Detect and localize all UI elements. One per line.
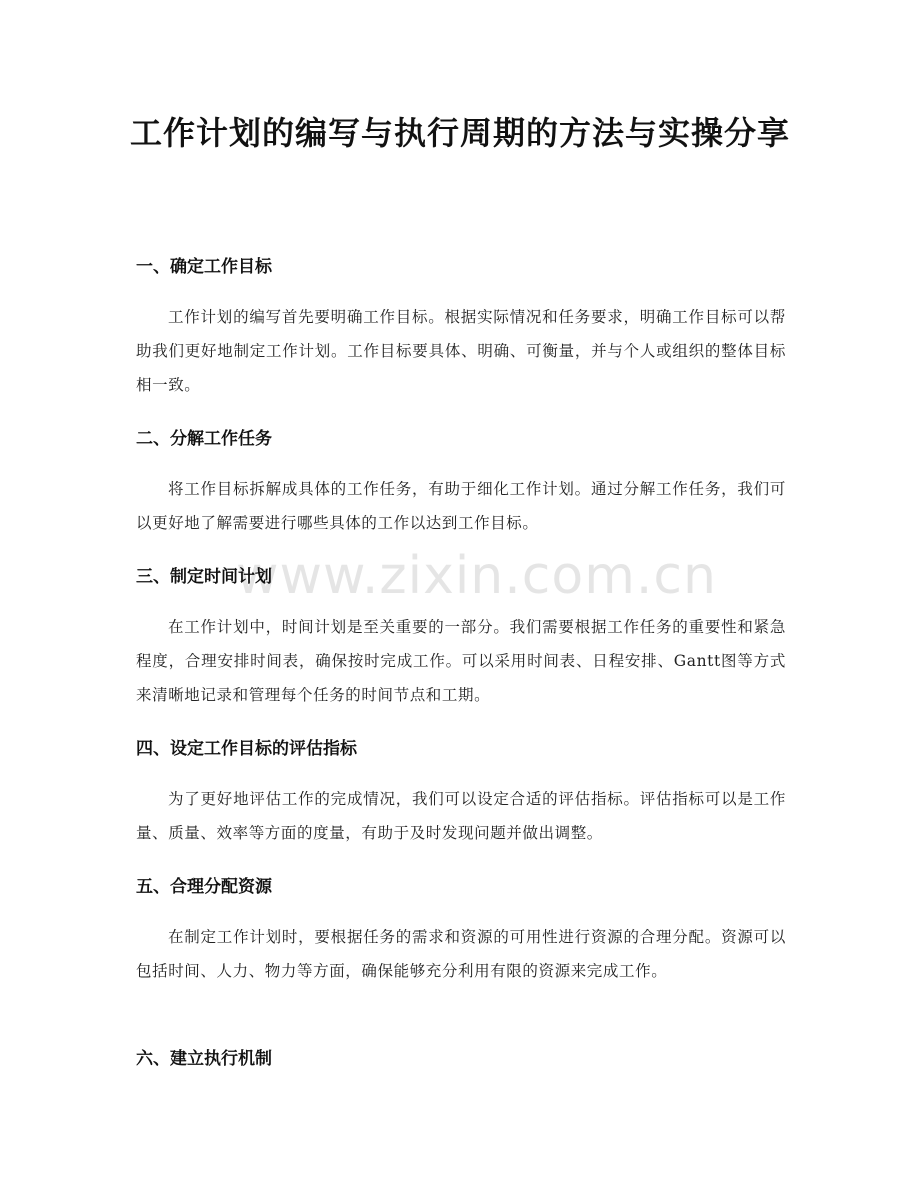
watermark: www.zixin.com.cn bbox=[236, 546, 717, 606]
section-paragraph-1: 工作计划的编写首先要明确工作目标。根据实际情况和任务要求，明确工作目标可以帮助我们更好地制定工作计划。工作目标要具体、明确、可衡量，并与个人或组织的整体目标相一致。 bbox=[136, 308, 786, 394]
section-heading-1: 一、确定工作目标 bbox=[136, 257, 272, 277]
section-paragraph-2: 将工作目标拆解成具体的工作任务，有助于细化工作计划。通过分解工作任务，我们可以更好地了解需要进行哪些具体的工作以达到工作目标。 bbox=[136, 480, 786, 532]
section-heading-4: 四、设定工作目标的评估指标 bbox=[136, 739, 357, 759]
section-heading-6: 六、建立执行机制 bbox=[136, 1049, 272, 1069]
section-paragraph-4: 为了更好地评估工作的完成情况，我们可以设定合适的评估指标。评估指标可以是工作量、质量、效率等方面的度量，有助于及时发现问题并做出调整。 bbox=[136, 790, 786, 842]
section-paragraph-5: 在制定工作计划时，要根据任务的需求和资源的可用性进行资源的合理分配。资源可以包括时间、人力、物力等方面，确保能够充分利用有限的资源来完成工作。 bbox=[136, 928, 786, 980]
section-heading-5: 五、合理分配资源 bbox=[136, 877, 272, 897]
document-title: 工作计划的编写与执行周期的方法与实操分享 bbox=[129, 114, 790, 152]
section-heading-2: 二、分解工作任务 bbox=[136, 429, 272, 449]
section-heading-3: 三、制定时间计划 bbox=[136, 567, 272, 587]
section-paragraph-3: 在工作计划中，时间计划是至关重要的一部分。我们需要根据工作任务的重要性和紧急程度，合理安排时间表，确保按时完成工作。可以采用时间表、日程安排、Gantt图等方式来清晰地记录和管理每个任务的时间节点和工期。 bbox=[136, 618, 786, 704]
